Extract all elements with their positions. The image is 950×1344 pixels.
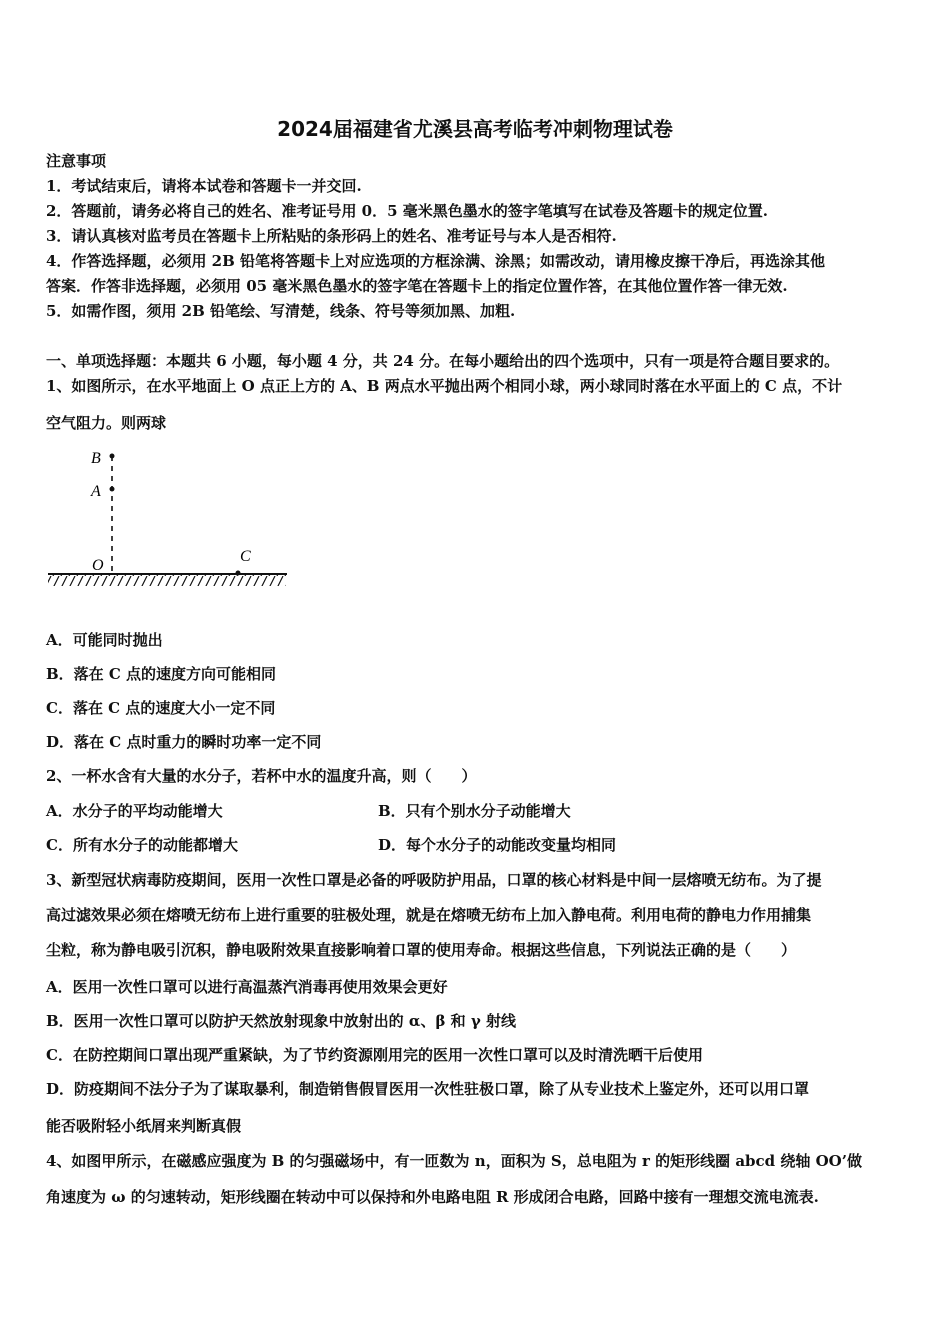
label-a: A [91, 483, 101, 500]
q1-option-d: D．落在 C 点时重力的瞬时功率一定不同 [46, 733, 322, 751]
q1-stem-line2: 空气阻力。则两球 [46, 414, 167, 432]
point-c [236, 571, 241, 576]
section-heading: 一、单项选择题：本题共 6 小题，每小题 4 分，共 24 分。在每小题给出的四个选项中，只有一项是符合题目要求的。 [46, 352, 840, 370]
q1-stem-line1: 1、如图所示，在水平地面上 O 点正上方的 A、B 两点水平抛出两个相同小球，两小球同时落在水平面上的 C 点，不计 [46, 377, 843, 395]
q2-option-b: B．只有个别水分子动能增大 [378, 802, 571, 820]
point-b [110, 454, 115, 459]
label-c: C [240, 548, 251, 565]
q3-option-a: A．医用一次性口罩可以进行高温蒸汽消毒再使用效果会更好 [46, 978, 448, 996]
q2-option-d: D．每个水分子的动能改变量均相同 [378, 836, 617, 854]
notice-item: 3．请认真核对监考员在答题卡上所粘贴的条形码上的姓名、准考证号与本人是否相符. [46, 227, 617, 245]
notice-item: 1．考试结束后，请将本试卷和答题卡一并交回. [46, 177, 362, 195]
q1-option-b: B．落在 C 点的速度方向可能相同 [46, 665, 277, 683]
q2-option-a: A．水分子的平均动能增大 [46, 802, 223, 820]
ground-hatch [48, 574, 286, 586]
notice-item: 答案．作答非选择题，必须用 05 毫米黑色墨水的签字笔在答题卡上的指定位置作答，在其他位置作答一律无效. [46, 277, 788, 295]
notice-item: 4．作答选择题，必须用 2B 铅笔将答题卡上对应选项的方框涂满、涂黑；如需改动，请用橡皮擦干净后，再选涂其他 [46, 252, 826, 270]
page-title: 2024届福建省尤溪县高考临考冲刺物理试卷 [277, 117, 673, 141]
point-a [110, 487, 115, 492]
q1-figure [44, 444, 294, 592]
q3-stem-line: 高过滤效果必须在熔喷无纺布上进行重要的驻极处理，就是在熔喷无纺布上加入静电荷。利用电荷的静电力作用捕集 [46, 906, 812, 924]
q4-stem-line: 角速度为 ω 的匀速转动，矩形线圈在转动中可以保持和外电路电阻 R 形成闭合电路，回路中接有一理想交流电流表. [46, 1188, 819, 1206]
q3-option-b: B．医用一次性口罩可以防护天然放射现象中放射出的 α、β 和 γ 射线 [46, 1012, 516, 1030]
label-b: B [91, 450, 101, 467]
notice-item: 2．答题前，请务必将自己的姓名、准考证号用 0．5 毫米黑色墨水的签字笔填写在试卷及答题卡的规定位置. [46, 202, 768, 220]
q3-option-c: C．在防控期间口罩出现严重紧缺，为了节约资源刚用完的医用一次性口罩可以及时清洗晒干后使用 [46, 1046, 703, 1064]
q2-option-c: C．所有水分子的动能都增大 [46, 836, 238, 854]
q2-stem: 2、一杯水含有大量的水分子，若杯中水的温度升高，则（ ） [46, 767, 477, 785]
q1-option-a: A．可能同时抛出 [46, 631, 163, 649]
q3-option-d-cont: 能否吸附轻小纸屑来判断真假 [46, 1117, 242, 1135]
q4-stem-line: 4、如图甲所示，在磁感应强度为 B 的匀强磁场中，有一匝数为 n，面积为 S，总电阻为 r 的矩形线圈 abcd 绕轴 OO’做 [46, 1152, 862, 1170]
q3-stem-line: 尘粒，称为静电吸引沉积，静电吸附效果直接影响着口罩的使用寿命。根据这些信息，下列说法正确的是（ ） [46, 941, 797, 959]
q3-stem-line: 3、新型冠状病毒防疫期间，医用一次性口罩是必备的呼吸防护用品，口罩的核心材料是中间一层熔喷无纺布。为了提 [46, 871, 822, 889]
notice-item: 5．如需作图，须用 2B 铅笔绘、写清楚，线条、符号等须加黑、加粗. [46, 302, 516, 320]
notice-heading: 注意事项 [46, 152, 107, 170]
label-o: O [92, 557, 104, 574]
q1-option-c: C．落在 C 点的速度大小一定不同 [46, 699, 276, 717]
q3-option-d: D．防疫期间不法分子为了谋取暴利，制造销售假冒医用一次性驻极口罩，除了从专业技术上鉴定外，还可以用口罩 [46, 1080, 810, 1098]
